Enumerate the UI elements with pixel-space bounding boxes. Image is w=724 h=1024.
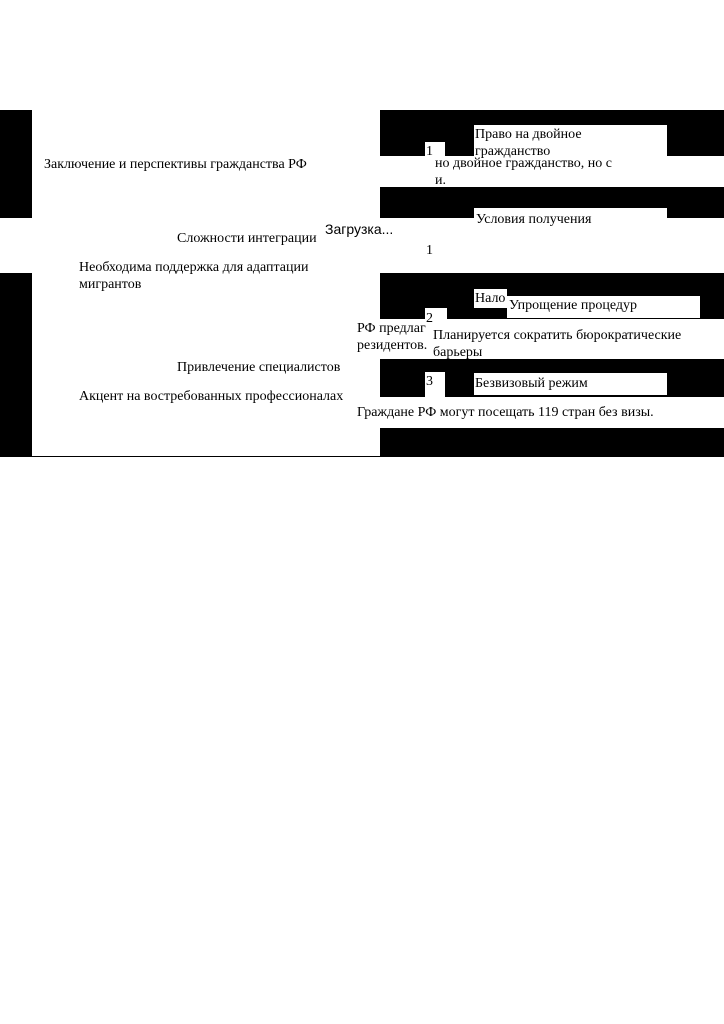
tax-text-a: РФ предлаг [357, 321, 426, 336]
number-2: 2 [426, 311, 433, 326]
visa-title: Безвизовый режим [475, 376, 588, 391]
left-band-bottom [0, 273, 32, 457]
visa-text: Граждане РФ могут посещать 119 стран без визы. [357, 405, 654, 420]
bottom-divider [32, 456, 380, 457]
loading-text: Загрузка... [325, 221, 394, 237]
right-band-5 [380, 428, 724, 457]
dual-text: но двойное гражданство, но с [435, 156, 613, 171]
specialists-title: Привлечение специалистов [177, 360, 341, 375]
dual-text-tail: и. [435, 173, 446, 188]
simplify-title: Упрощение процедур [509, 298, 638, 313]
number-3: 3 [426, 374, 433, 389]
dual-title: Право на двойное гражданство [475, 127, 582, 159]
left-band-top [0, 110, 32, 218]
specialists-text: Акцент на востребованных профессионалах [79, 389, 344, 404]
tax-title-partial: Нало [475, 291, 506, 306]
integration-title: Сложности интеграции [177, 231, 317, 246]
integration-text: Необходима поддержка для адаптации мигрантов [79, 260, 309, 292]
conditions-title: Условия получения [476, 212, 592, 227]
tax-text-b: резидентов. [357, 338, 428, 353]
simplify-text: Планируется сократить бюрократические барьеры [433, 328, 682, 360]
number-1b: 1 [426, 243, 433, 258]
number-1a: 1 [426, 144, 433, 159]
conclusion-title: Заключение и перспективы гражданства РФ [44, 157, 307, 172]
